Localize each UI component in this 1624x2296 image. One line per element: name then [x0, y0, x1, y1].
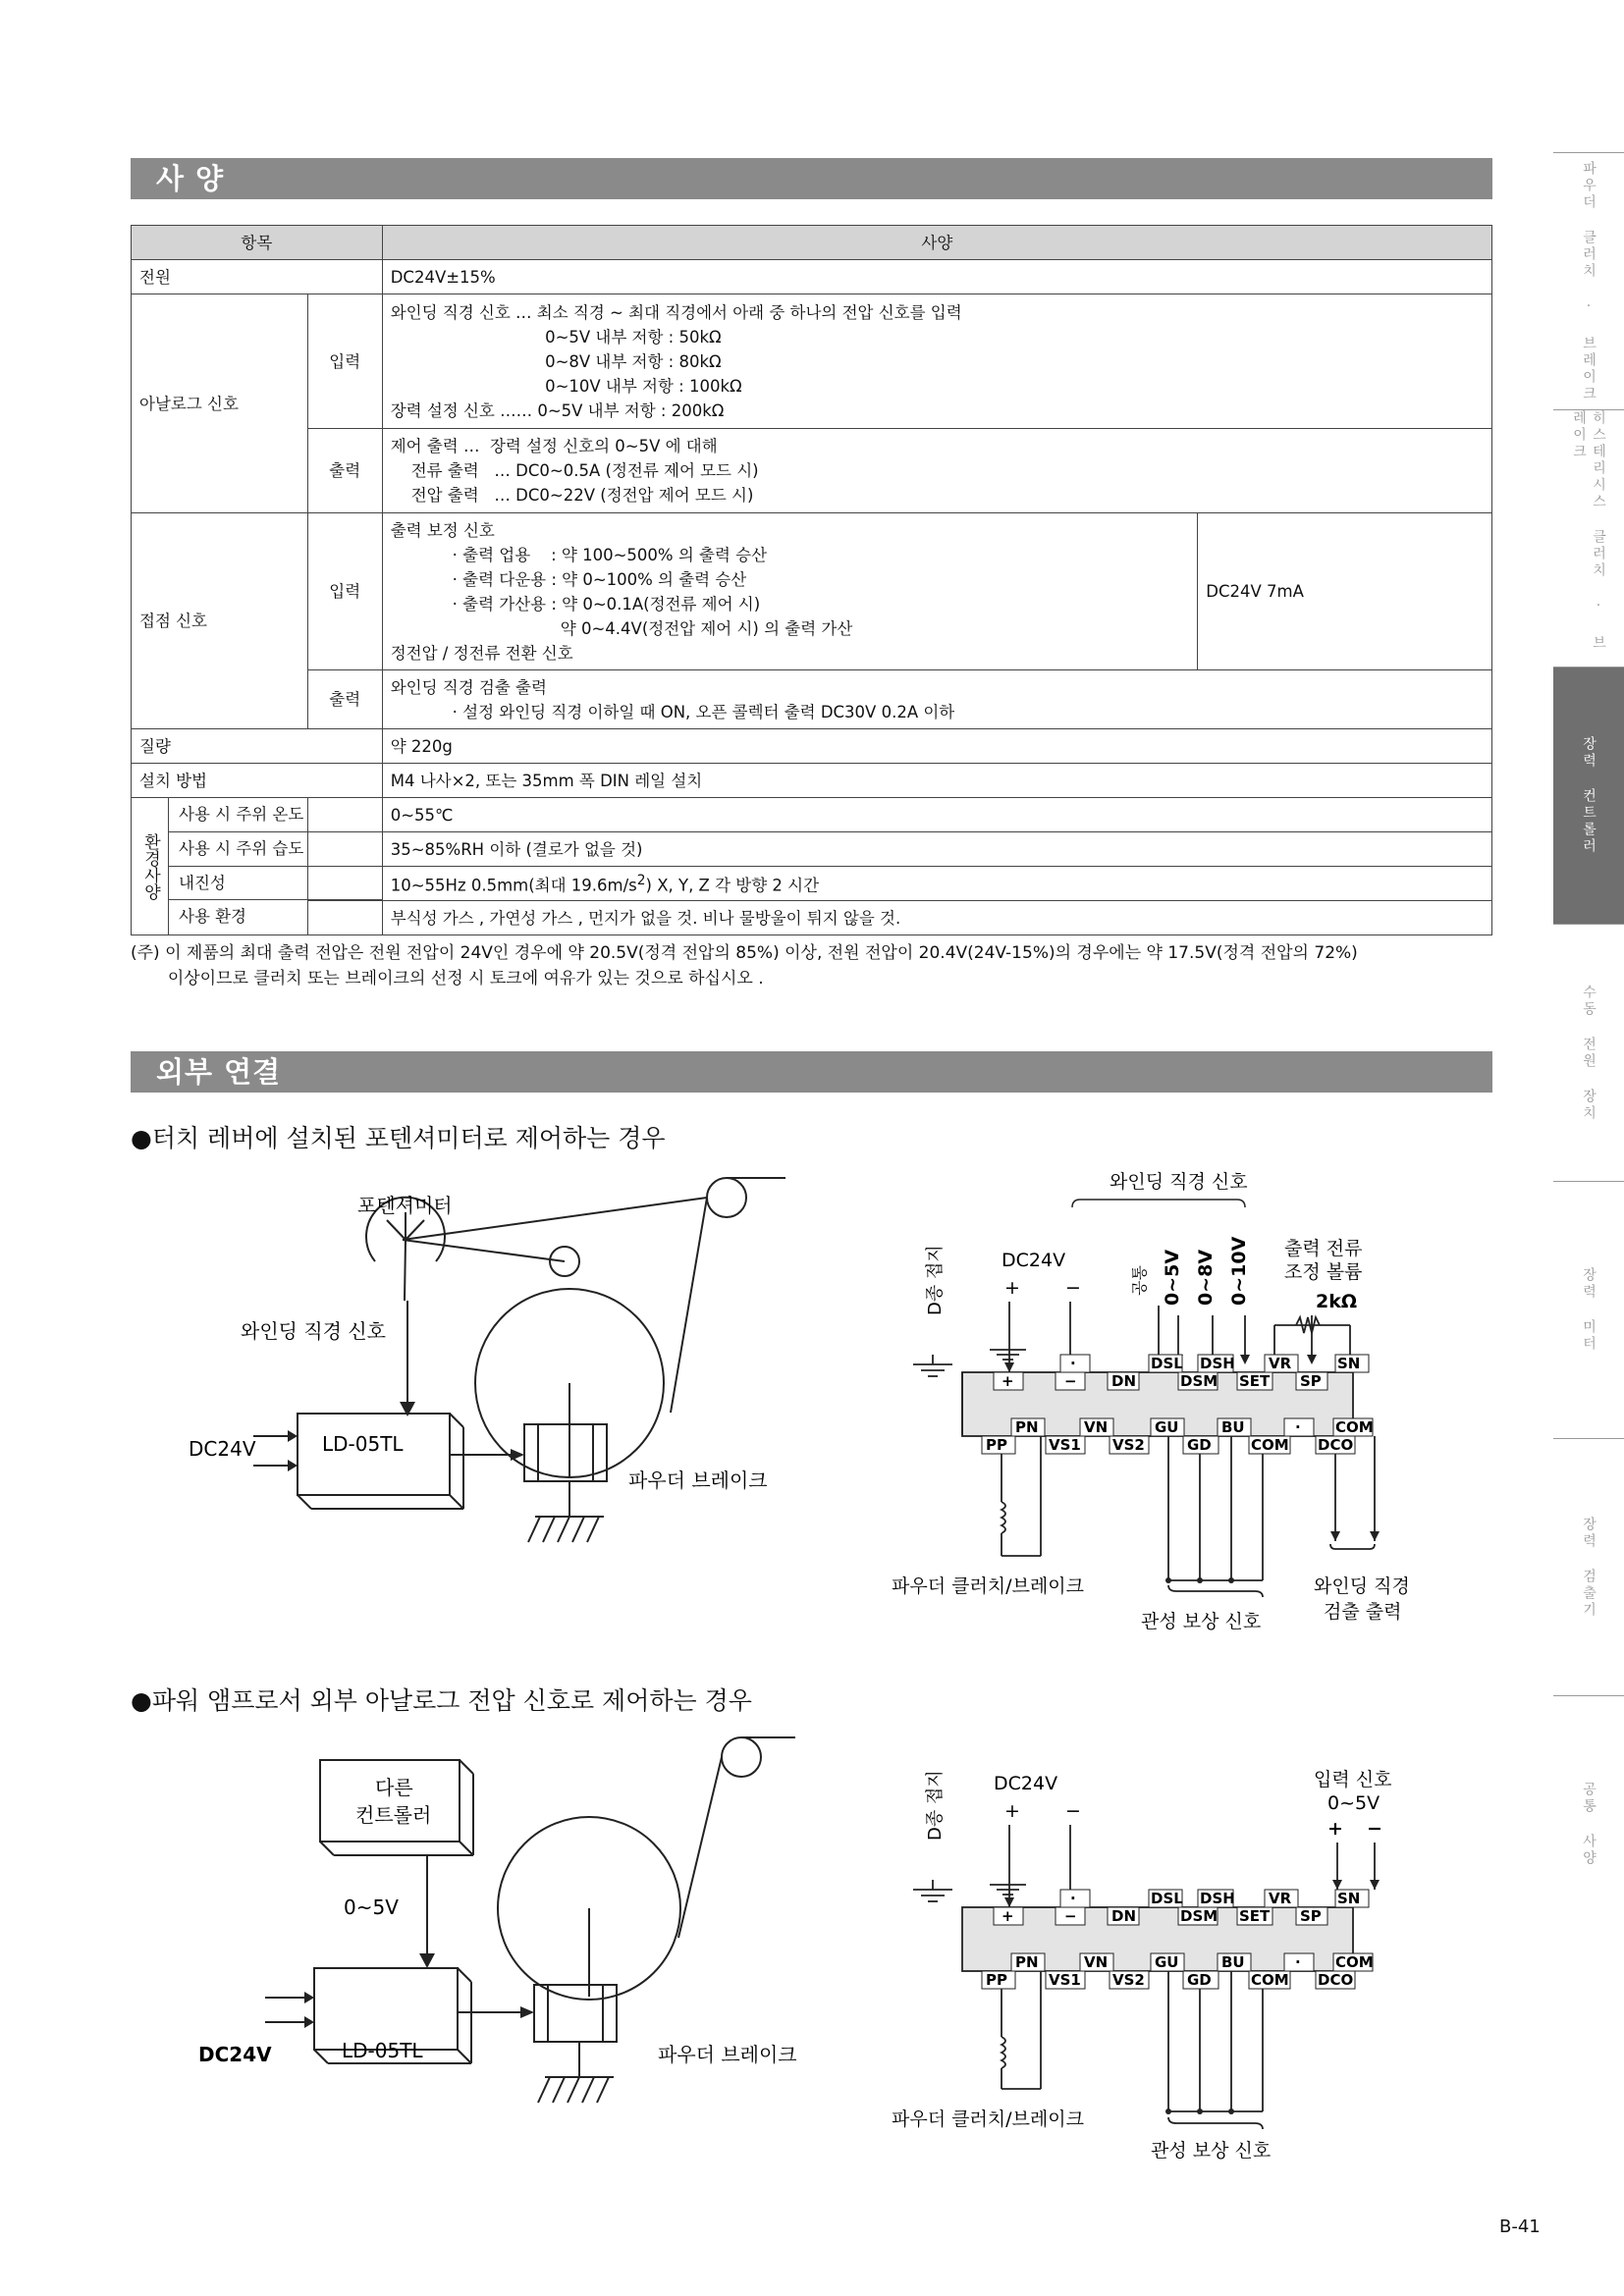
input-range-label: 0~5V [1327, 1792, 1380, 1814]
env-value-humidity: 35~85%RH 이하 (결로가 없을 것) [382, 832, 1491, 867]
tab-tension-detector[interactable] [1553, 1438, 1624, 1695]
contact-label: 접점 신호 [132, 513, 308, 729]
terminal: · [1295, 1953, 1301, 1971]
clutch-label: 파우더 클러치/브레이크 [892, 2109, 1084, 2130]
detect-label: 검출 출력 [1324, 1601, 1402, 1623]
brake-symbol [524, 1424, 607, 1481]
terminal: GU [1155, 1953, 1179, 1971]
terminal: SP [1300, 1372, 1322, 1390]
tab-label: 파우더 클러치 · 브레이크 [1581, 160, 1597, 402]
contact-input-rating: DC24V 7mA [1198, 513, 1492, 670]
terminal: DN [1111, 1372, 1137, 1390]
tab-powder[interactable] [1553, 152, 1624, 409]
controller-label: LD-05TL [322, 1432, 404, 1456]
contact-output-spec [382, 670, 1491, 729]
spec-line: · 설정 와인딩 직경 이하일 때 ON, 오픈 콜렉터 출력 DC30V 0.2A 이하 [390, 702, 955, 721]
terminal: PN [1015, 1418, 1039, 1436]
case2-wiring-diagram [884, 1762, 1434, 2174]
terminal: SN [1337, 1355, 1361, 1372]
case1-mechanical-diagram [147, 1163, 805, 1674]
terminal: · [1070, 1890, 1076, 1907]
header-spec: 사양 [382, 226, 1491, 260]
minus-label: − [1367, 1818, 1382, 1840]
contact-input-spec [382, 513, 1198, 670]
analog-output-label: 출력 [307, 429, 382, 513]
terminal: DSL [1151, 1890, 1183, 1907]
other-label: 컨트롤러 [355, 1803, 432, 1827]
tab-hysteresis[interactable] [1553, 409, 1624, 667]
tab-label: 장력 미터 [1581, 1267, 1597, 1353]
spec-line: · 출력 다운용 : 약 0~100% 의 출력 승산 [390, 569, 747, 589]
spec-line: 전압 출력 … DC0~22V (정전압 제어 모드 시) [390, 486, 754, 505]
terminal: GD [1187, 1971, 1212, 1989]
terminal: − [1064, 1907, 1077, 1925]
detect-label: 와인딩 직경 [1314, 1575, 1410, 1597]
brake-label: 파우더 브레이크 [658, 2043, 797, 2066]
power-label: 전원 [132, 260, 383, 294]
spec-section-title: 사 양 [131, 158, 1492, 199]
potentiometer-label: 포텐셔미터 [357, 1194, 453, 1217]
upper-roll [722, 1737, 761, 1777]
spec-line: 와인딩 직경 신호 … 최소 직경 ~ 최대 직경에서 아래 중 하나의 전압 신호를 입력 [390, 302, 962, 322]
tab-tension-controller[interactable] [1553, 667, 1624, 924]
terminal: VN [1084, 1418, 1109, 1436]
terminal: VS1 [1049, 1436, 1081, 1454]
minus-label: − [1065, 1277, 1081, 1299]
tab-label: 히스테리시스 클러치 · 브레이크 [1571, 410, 1606, 652]
env-cell [132, 798, 308, 935]
tab-label: 장력 컨트롤러 [1581, 736, 1597, 855]
env-label-temp: 사용 시 주위 온도 [169, 798, 383, 832]
install-value: M4 나사×2, 또는 35mm 폭 DIN 레일 설치 [382, 764, 1491, 798]
terminal: GU [1155, 1418, 1179, 1436]
plus-label: + [1004, 1277, 1020, 1299]
analog-output-spec [382, 429, 1491, 513]
terminal: COM [1335, 1418, 1374, 1436]
spec-line: 제어 출력 … 장력 설정 신호의 0~5V 에 대해 [390, 437, 718, 455]
terminal: − [1064, 1372, 1077, 1390]
install-label: 설치 방법 [132, 764, 383, 798]
terminal: SP [1300, 1907, 1322, 1925]
spec-line: · 출력 업용 : 약 100~500% 의 출력 승산 [390, 545, 768, 564]
spec-line: 출력 보정 신호 [390, 520, 495, 540]
range-label: 0~5V [344, 1896, 399, 1919]
dc24v-label: DC24V [994, 1773, 1058, 1794]
plus-label: + [1327, 1818, 1343, 1840]
terminal: VR [1269, 1890, 1292, 1907]
weight-label: 질량 [132, 729, 383, 764]
terminal: GD [1187, 1436, 1212, 1454]
terminal: DSM [1180, 1907, 1218, 1925]
page-number: B-41 [1499, 2216, 1541, 2237]
spec-line: · 출력 가산용 : 약 0~0.1A(정전류 제어 시) [390, 594, 761, 614]
terminal: VS1 [1049, 1971, 1081, 1989]
terminal: COM [1251, 1436, 1289, 1454]
resistor-value: 2kΩ [1316, 1291, 1358, 1312]
winding-signal-label: 와인딩 직경 신호 [1110, 1171, 1248, 1193]
current-adj-label: 출력 전류 [1284, 1238, 1363, 1259]
spec-line: 와인딩 직경 검출 출력 [390, 677, 547, 697]
brake-label: 파우더 브레이크 [628, 1468, 768, 1492]
weight-value: 약 220g [382, 729, 1491, 764]
spec-line: 장력 설정 신호 …… 0~5V 내부 저항 : 200kΩ [390, 400, 725, 420]
tab-manual-power[interactable] [1553, 924, 1624, 1181]
tab-label: 수동 전원 장치 [1581, 984, 1597, 1122]
analog-label: 아날로그 신호 [132, 294, 308, 513]
terminal: SN [1337, 1890, 1361, 1907]
terminal: DSM [1180, 1372, 1218, 1390]
terminal: DCO [1318, 1436, 1354, 1454]
spec-line: 약 0~4.4V(정전압 제어 시) 의 출력 가산 [390, 618, 853, 638]
input-signal-label: 입력 신호 [1314, 1769, 1392, 1790]
contact-output-label: 출력 [307, 670, 382, 729]
case2-controller-box [314, 1968, 458, 2050]
current-adj-label: 조정 볼륨 [1284, 1261, 1363, 1283]
terminal: DCO [1318, 1971, 1354, 1989]
spec-table [131, 225, 1492, 935]
contact-input-label: 입력 [307, 513, 382, 670]
analog-input-label: 입력 [307, 294, 382, 429]
clutch-label: 파우더 클러치/브레이크 [892, 1575, 1084, 1597]
terminal: + [1001, 1372, 1014, 1390]
dc24v-label: DC24V [198, 2043, 272, 2066]
spec-line: 0~5V 내부 저항 : 50kΩ [390, 327, 722, 347]
upper-roll [707, 1178, 746, 1217]
spec-line: 전류 출력 … DC0~0.5A (정전류 제어 모드 시) [390, 461, 759, 480]
terminal: PN [1015, 1953, 1039, 1971]
inertia-label: 관성 보상 신호 [1151, 2140, 1272, 2162]
winding-signal-label: 와인딩 직경 신호 [241, 1319, 386, 1343]
controller-label: LD-05TL [342, 2039, 423, 2062]
case1-heading: ●터치 레버에 설치된 포텐셔미터로 제어하는 경우 [131, 1124, 666, 1152]
ext-section-title: 외부 연결 [131, 1051, 1492, 1093]
case1-wiring-diagram [884, 1168, 1434, 1639]
plus-label: + [1004, 1800, 1020, 1822]
case2-heading: ●파워 앰프로서 외부 아날로그 전압 신호로 제어하는 경우 [131, 1686, 752, 1715]
tab-tension-meter[interactable] [1553, 1181, 1624, 1438]
tab-label: 공통 사양 [1581, 1782, 1597, 1867]
env-label-humidity: 사용 시 주위 습도 [169, 832, 383, 867]
terminal: COM [1335, 1953, 1374, 1971]
other-controller-box [320, 1760, 460, 1842]
terminal: BU [1221, 1418, 1245, 1436]
env-label-environment: 사용 환경 [179, 907, 247, 927]
ground-label: D종 접지 [925, 1245, 946, 1315]
power-value: DC24V±15% [382, 260, 1491, 294]
env-label: 환경사양 [140, 832, 160, 900]
inertia-label: 관성 보상 신호 [1141, 1611, 1262, 1632]
spec-line: 정전압 / 정전류 전환 신호 [390, 643, 573, 663]
env-label-vibration: 내진성 [169, 867, 383, 901]
terminal: DSH [1200, 1890, 1235, 1907]
terminal: VS2 [1112, 1971, 1145, 1989]
v10-label: 0~10V [1228, 1236, 1250, 1306]
terminal: + [1001, 1907, 1014, 1925]
terminal: BU [1221, 1953, 1245, 1971]
terminal: VS2 [1112, 1436, 1145, 1454]
v8-label: 0~8V [1195, 1249, 1217, 1306]
footnote-line: 이상이므로 클러치 또는 브레이크의 선정 시 토크에 여유가 있는 것으로 하십시오 . [131, 969, 764, 988]
spec-line: 0~8V 내부 저항 : 80kΩ [390, 351, 722, 371]
v5-label: 0~5V [1162, 1249, 1183, 1306]
terminal: PP [986, 1971, 1007, 1989]
env-value-temp: 0~55℃ [382, 798, 1491, 832]
other-label: 다른 [375, 1776, 413, 1799]
env-value-vibration: 10~55Hz 0.5mm(최대 $19.6m/s^2$) X, Y, Z 각 방향 2 시간 [382, 867, 1491, 901]
terminal: PP [986, 1436, 1007, 1454]
footnote-line: (주) 이 제품의 최대 출력 전압은 전원 전압이 24V인 경우에 약 20.5V(정격 전압의 85%) 이상, 전원 전압이 20.4V(24V-15%)의 경우에는 약 17.5V(정격 전압의 72%) [131, 943, 1358, 963]
footnote [131, 940, 1525, 991]
analog-input-spec [382, 294, 1491, 429]
terminal: · [1295, 1418, 1301, 1436]
terminal: DSL [1151, 1355, 1183, 1372]
case2-mechanical-diagram [147, 1728, 805, 2150]
terminal: · [1070, 1355, 1076, 1372]
spec-line: 0~10V 내부 저항 : 100kΩ [390, 376, 742, 396]
terminal: VR [1269, 1355, 1292, 1372]
terminal: SET [1239, 1372, 1271, 1390]
common-label: 공통 [1130, 1265, 1149, 1296]
ground-label: D종 접지 [925, 1770, 946, 1841]
tab-label: 장력 검출기 [1581, 1516, 1597, 1619]
brake-symbol [534, 1985, 617, 2042]
terminal: SET [1239, 1907, 1271, 1925]
terminal: COM [1251, 1971, 1289, 1989]
terminal: DN [1111, 1907, 1137, 1925]
dc24v-label: DC24V [189, 1437, 256, 1461]
terminal: VN [1084, 1953, 1109, 1971]
terminal: DSH [1200, 1355, 1235, 1372]
env-value-environment: 부식성 가스 , 가연성 가스 , 먼지가 없을 것. 비나 물방울이 튀지 않을 것. [382, 901, 1491, 935]
minus-label: − [1065, 1800, 1081, 1822]
dc24v-label: DC24V [1001, 1250, 1066, 1271]
header-item: 항목 [132, 226, 383, 260]
tab-common-spec[interactable] [1553, 1695, 1624, 1952]
